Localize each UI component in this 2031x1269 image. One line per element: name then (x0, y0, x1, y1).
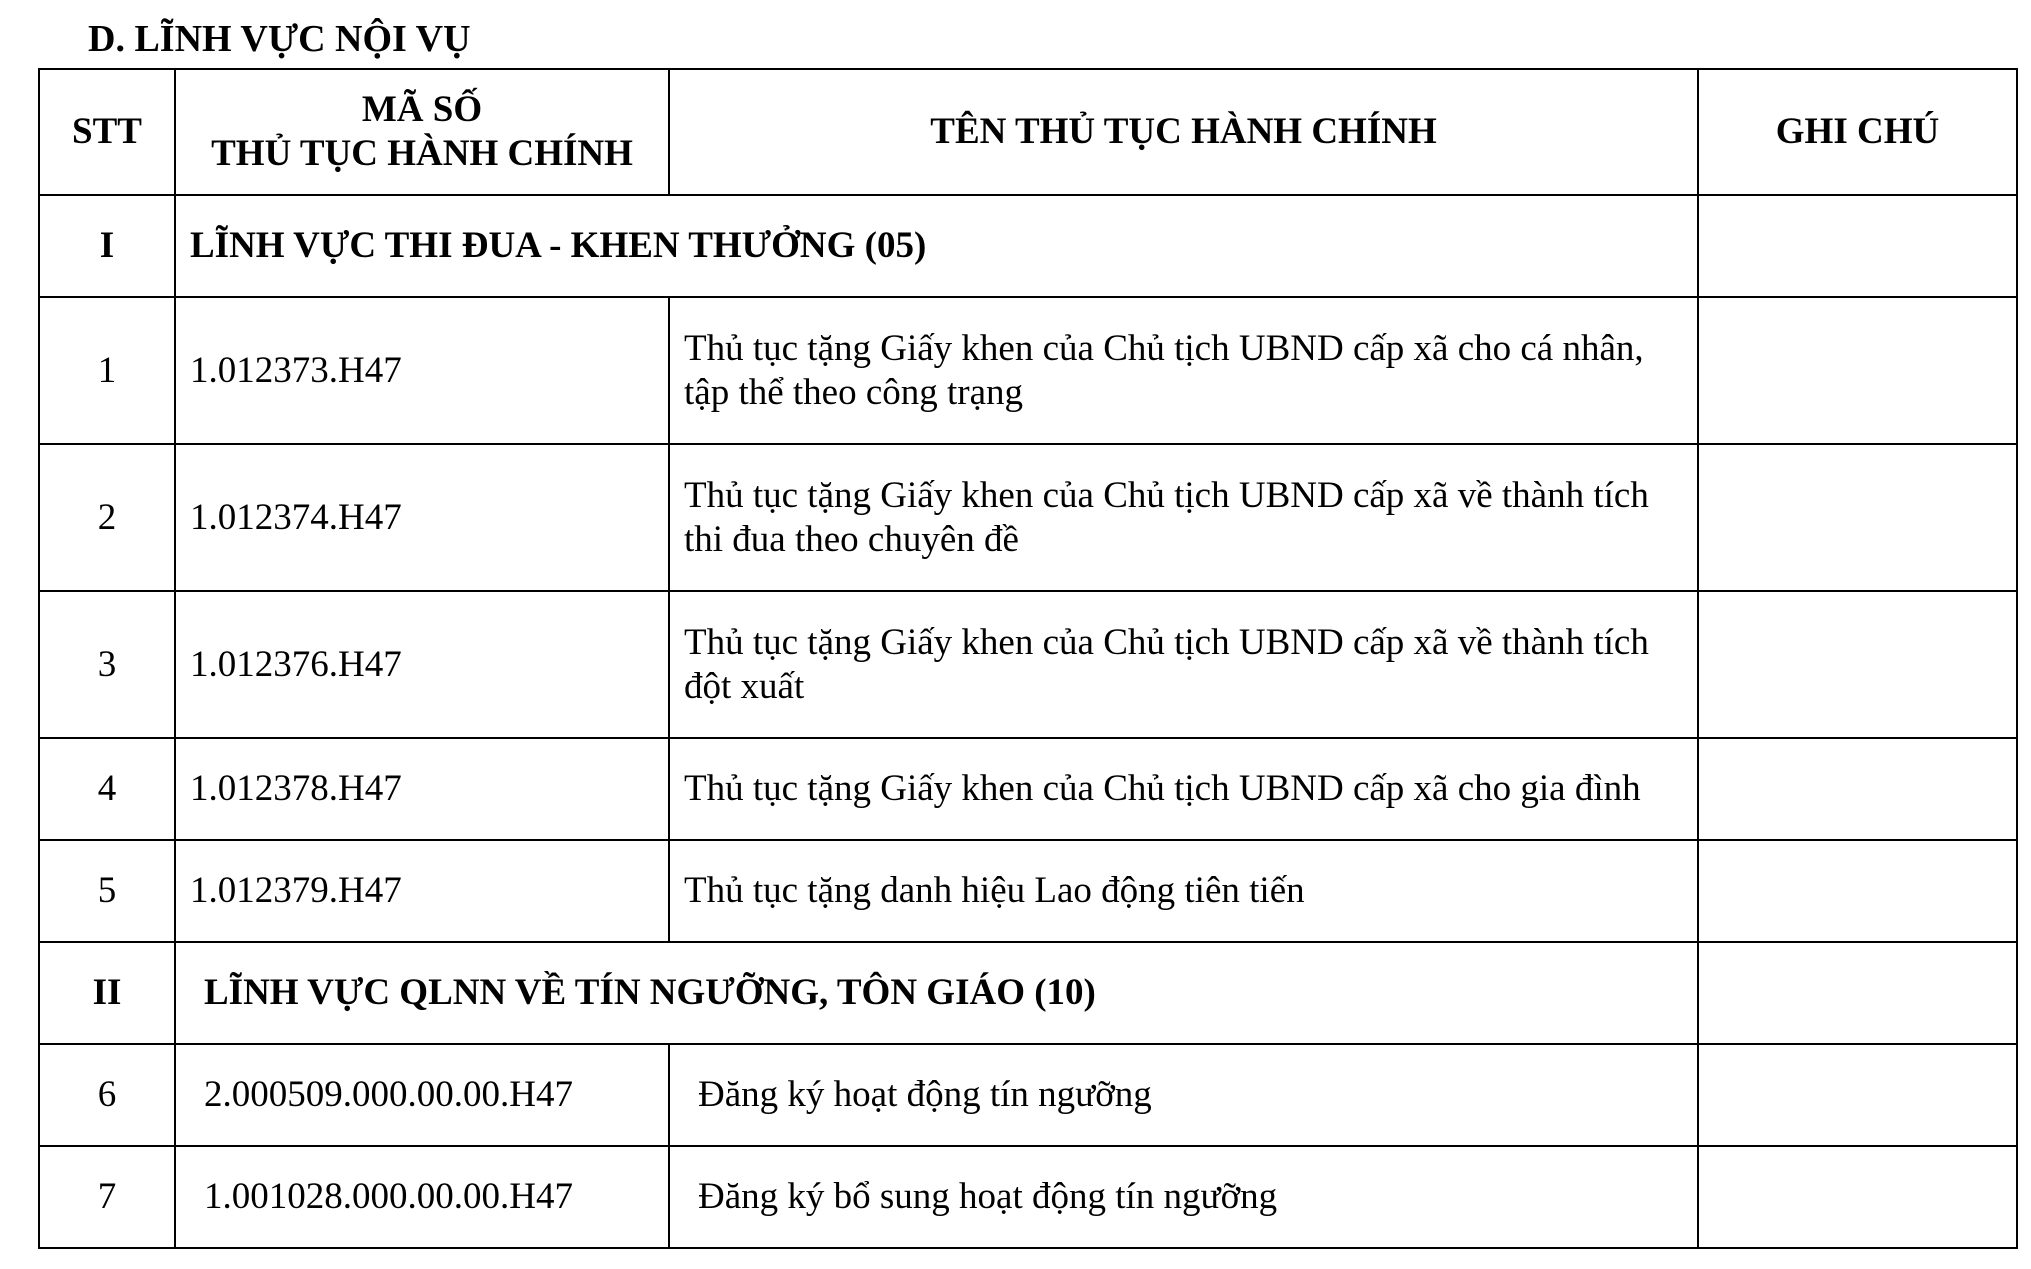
row-name-line2: đột xuất (684, 665, 805, 707)
row-stt: 5 (39, 840, 175, 942)
table-row (39, 1146, 2017, 1248)
row-code: 1.001028.000.00.00.H47 (175, 1146, 669, 1248)
group-row-thi-dua (39, 195, 2017, 297)
row-note (1698, 1146, 2017, 1248)
table-header-row (39, 69, 2017, 195)
table-row (39, 840, 2017, 942)
row-name: Thủ tục tặng Giấy khen của Chủ tịch UBND cấp xã cho gia đình (669, 738, 1698, 840)
row-name-line2: tập thể theo công trạng (684, 371, 1024, 413)
row-code: 1.012378.H47 (175, 738, 669, 840)
row-note (1698, 738, 2017, 840)
row-code: 2.000509.000.00.00.H47 (175, 1044, 669, 1146)
group-note (1698, 195, 2017, 297)
row-stt: 6 (39, 1044, 175, 1146)
row-name-line2: thi đua theo chuyên đề (684, 518, 1019, 560)
header-code-line1: MÃ SỐ (361, 89, 483, 130)
section-title: D. LĨNH VỰC NỘI VỤ (88, 18, 471, 60)
procedures-table (38, 68, 2018, 1249)
group-stt: I (39, 195, 175, 297)
table-row (39, 297, 2017, 444)
row-name (669, 297, 1698, 444)
row-name (669, 444, 1698, 591)
row-note (1698, 297, 2017, 444)
table-row (39, 738, 2017, 840)
header-note: GHI CHÚ (1698, 69, 2017, 195)
row-code: 1.012376.H47 (175, 591, 669, 738)
row-name: Đăng ký hoạt động tín ngưỡng (669, 1044, 1698, 1146)
header-name: TÊN THỦ TỤC HÀNH CHÍNH (669, 69, 1698, 195)
group-title: LĨNH VỰC QLNN VỀ TÍN NGƯỠNG, TÔN GIÁO (10) (175, 942, 1698, 1044)
row-stt: 3 (39, 591, 175, 738)
row-note (1698, 1044, 2017, 1146)
row-stt: 1 (39, 297, 175, 444)
row-note (1698, 591, 2017, 738)
group-note (1698, 942, 2017, 1044)
row-name-line1: Thủ tục tặng Giấy khen của Chủ tịch UBND cấp xã về thành tích (684, 621, 1649, 663)
header-stt: STT (39, 69, 175, 195)
table-row (39, 444, 2017, 591)
row-name-line1: Thủ tục tặng Giấy khen của Chủ tịch UBND cấp xã về thành tích (684, 474, 1649, 516)
group-row-tin-nguong (39, 942, 2017, 1044)
group-stt: II (39, 942, 175, 1044)
row-code: 1.012379.H47 (175, 840, 669, 942)
row-note (1698, 840, 2017, 942)
row-name: Đăng ký bổ sung hoạt động tín ngưỡng (669, 1146, 1698, 1248)
row-name: Thủ tục tặng danh hiệu Lao động tiên tiến (669, 840, 1698, 942)
row-stt: 4 (39, 738, 175, 840)
row-code: 1.012373.H47 (175, 297, 669, 444)
group-title: LĨNH VỰC THI ĐUA - KHEN THƯỞNG (05) (175, 195, 1698, 297)
row-stt: 2 (39, 444, 175, 591)
row-name-line1: Thủ tục tặng Giấy khen của Chủ tịch UBND cấp xã cho cá nhân, (684, 327, 1644, 369)
row-stt: 7 (39, 1146, 175, 1248)
header-code (175, 69, 669, 195)
header-code-line2: THỦ TỤC HÀNH CHÍNH (211, 133, 633, 174)
table-row (39, 591, 2017, 738)
row-code: 1.012374.H47 (175, 444, 669, 591)
table-row (39, 1044, 2017, 1146)
row-name (669, 591, 1698, 738)
row-note (1698, 444, 2017, 591)
